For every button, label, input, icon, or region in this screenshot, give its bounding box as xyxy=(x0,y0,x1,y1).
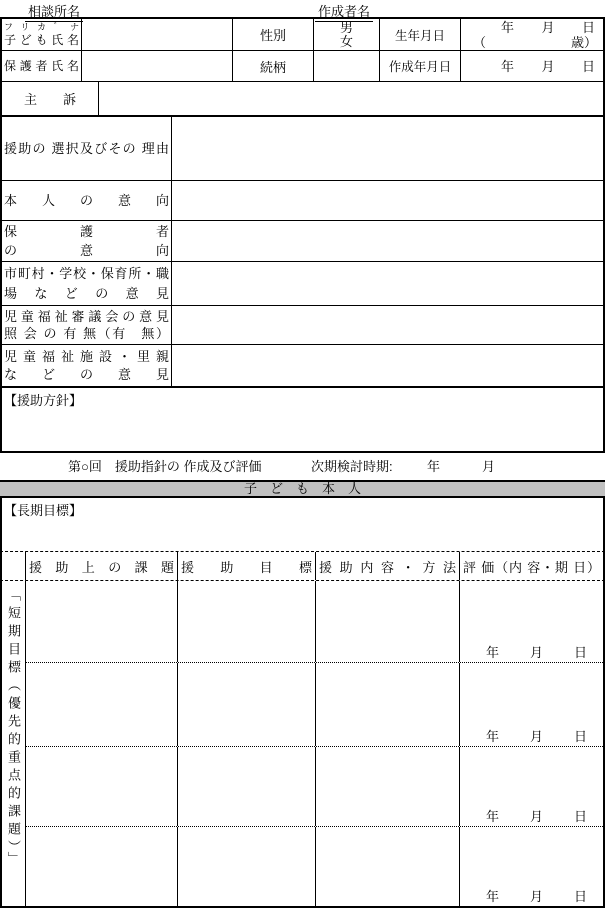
header-method-label: 援 助 内 容 ・ 方 法 xyxy=(319,559,456,575)
plan-row xyxy=(26,827,603,906)
chief-complaint-label: 主 訴 xyxy=(23,92,76,107)
plan-table-header xyxy=(0,552,605,581)
year-label: 年 xyxy=(501,58,515,74)
author-name-label: 作成者名 xyxy=(315,1,373,22)
birthdate-label-cell xyxy=(380,19,461,50)
birthdate-label: 生年月日 xyxy=(394,28,445,43)
opinion-row-choice xyxy=(2,117,603,180)
year-label: 年 xyxy=(501,19,515,35)
created-ymd xyxy=(461,59,603,74)
opinion-row-facility-foster xyxy=(2,344,603,386)
header-goal-label: 援 助 目 標 xyxy=(181,559,312,575)
month-label: 月 xyxy=(529,809,543,824)
month-label: 月 xyxy=(541,19,555,35)
next-review-month-label: 月 xyxy=(482,459,496,474)
gender-choice-cell[interactable] xyxy=(314,19,380,50)
longterm-goal-box[interactable] xyxy=(0,498,605,552)
plan-row xyxy=(26,747,603,827)
next-review-year-label: 年 xyxy=(427,459,441,474)
short-term-goal-column xyxy=(2,581,26,906)
relation-label-cell xyxy=(233,51,314,81)
age-label: 歳） xyxy=(570,34,597,50)
guardian-name-label: 保 護 者 氏 名 xyxy=(4,59,79,73)
method-input-cell[interactable] xyxy=(316,747,460,826)
evaluation-input-cell[interactable] xyxy=(460,663,603,746)
policy-box[interactable] xyxy=(0,388,605,453)
birthdate-input-cell[interactable] xyxy=(461,19,603,50)
header-issues-label: 援 助 上 の 課 題 xyxy=(29,559,174,575)
day-label: 日 xyxy=(573,645,587,660)
office-name-label: 相談所名 xyxy=(25,1,83,22)
opinion-label-line1: 児 童 福 祉 施 設 ・ 里 親 xyxy=(4,348,169,364)
opinion-label-line2: な ど の 意 見 xyxy=(4,367,169,383)
month-label: 月 xyxy=(541,58,555,74)
created-date-input-cell[interactable] xyxy=(461,51,603,81)
opinion-input-cell[interactable] xyxy=(172,306,603,344)
child-name-label: 子 ど も 氏 名 xyxy=(4,33,79,47)
opinion-label: 援助の 選択及びその 理由 xyxy=(4,141,169,156)
age-paren xyxy=(461,35,603,50)
opinion-label-cell xyxy=(2,262,172,305)
month-label: 月 xyxy=(529,729,543,744)
issue-input-cell[interactable] xyxy=(26,663,178,746)
method-input-cell[interactable] xyxy=(316,827,460,906)
opinion-label-cell xyxy=(2,181,172,220)
opinion-label-line2: の 意 向 xyxy=(4,242,169,258)
year-label: 年 xyxy=(486,889,500,904)
evaluation-input-cell[interactable] xyxy=(460,827,603,906)
plan-table-body xyxy=(0,581,605,908)
goal-input-cell[interactable] xyxy=(178,581,316,662)
method-input-cell[interactable] xyxy=(316,663,460,746)
opinion-input-cell[interactable] xyxy=(172,117,603,180)
issue-input-cell[interactable] xyxy=(26,747,178,826)
short-term-goal-label: 「短期目標（優先的重点的課題）」 xyxy=(6,588,21,870)
birthdate-ymd xyxy=(461,20,603,35)
child-name-input-cell[interactable] xyxy=(82,19,233,50)
plan-row xyxy=(26,663,603,747)
year-label: 年 xyxy=(486,809,500,824)
subject-bar xyxy=(0,480,605,498)
evaluation-date xyxy=(460,645,603,662)
year-label: 年 xyxy=(486,645,500,660)
created-date-label-cell xyxy=(380,51,461,81)
round-evaluation-row xyxy=(0,453,605,480)
opinion-label-line1: 保 護 者 xyxy=(4,224,169,240)
month-label: 月 xyxy=(529,645,543,660)
relation-label: 続柄 xyxy=(259,59,286,75)
guardian-name-input-cell[interactable] xyxy=(82,51,233,81)
header-goal xyxy=(178,552,316,580)
year-label: 年 xyxy=(486,729,500,744)
gender-female-option[interactable]: 女 xyxy=(339,33,353,49)
goal-input-cell[interactable] xyxy=(178,827,316,906)
gender-label: 性別 xyxy=(259,28,286,43)
header-evaluation xyxy=(460,552,603,580)
opinion-label-cell xyxy=(2,117,172,180)
child-name-label-cell xyxy=(2,19,82,50)
month-label: 月 xyxy=(529,889,543,904)
header-method xyxy=(316,552,460,580)
created-date-label: 作成年月日 xyxy=(388,60,452,74)
opinion-input-cell[interactable] xyxy=(172,221,603,261)
opinion-row-welfare-council xyxy=(2,305,603,344)
opinion-row-municipality xyxy=(2,261,603,305)
day-label: 日 xyxy=(581,19,595,35)
opinion-label-line2: 場 な ど の 意 見 xyxy=(4,285,169,301)
goal-input-cell[interactable] xyxy=(178,747,316,826)
child-row xyxy=(2,19,603,51)
round-title: 第○回 援助指針の 作成及び評価 xyxy=(68,459,262,474)
age-open-paren: （ xyxy=(473,34,487,50)
side-header-cell xyxy=(2,552,26,580)
longterm-goal-label: 【長期目標】 xyxy=(4,503,83,518)
day-label: 日 xyxy=(573,729,587,744)
opinion-input-cell[interactable] xyxy=(172,262,603,305)
day-label: 日 xyxy=(573,889,587,904)
opinion-label-cell xyxy=(2,345,172,386)
subject-bar-label: 子 ど も 本 人 xyxy=(243,481,361,496)
opinion-row-guardian-intent xyxy=(2,220,603,261)
evaluation-date xyxy=(460,729,603,746)
evaluation-input-cell[interactable] xyxy=(460,581,603,662)
opinion-label-cell xyxy=(2,221,172,261)
furigana-label: フ リ カ ゛ ナ xyxy=(4,22,79,32)
header-issues xyxy=(26,552,178,580)
relation-input-cell[interactable] xyxy=(314,51,380,81)
day-label: 日 xyxy=(581,58,595,74)
guardian-row xyxy=(2,51,603,82)
evaluation-date xyxy=(460,809,603,826)
opinion-label-cell xyxy=(2,306,172,344)
opinion-label-line1: 児童福祉審議会の意見 xyxy=(4,308,169,324)
opinion-label: 本 人 の 意 向 xyxy=(4,193,169,208)
gender-label-cell xyxy=(233,19,314,50)
plan-rows xyxy=(26,581,603,906)
opinion-section xyxy=(0,117,605,388)
gender-male-option[interactable]: 男 xyxy=(339,19,353,35)
chief-complaint-label-cell xyxy=(2,82,99,115)
issue-input-cell[interactable] xyxy=(26,827,178,906)
opinion-input-cell[interactable] xyxy=(172,181,603,220)
guardian-label-cell xyxy=(2,51,82,81)
opinion-input-cell[interactable] xyxy=(172,345,603,386)
chief-complaint-input-cell[interactable] xyxy=(99,82,603,115)
day-label: 日 xyxy=(573,809,587,824)
opinion-row-child-intent xyxy=(2,180,603,220)
plan-row xyxy=(26,581,603,663)
opinion-label-line2: 照 会 の 有 無（有 無） xyxy=(4,326,169,342)
evaluation-input-cell[interactable] xyxy=(460,747,603,826)
issue-input-cell[interactable] xyxy=(26,581,178,662)
next-review-label: 次期検討時期: xyxy=(311,459,393,474)
method-input-cell[interactable] xyxy=(316,581,460,662)
goal-input-cell[interactable] xyxy=(178,663,316,746)
chief-complaint-row xyxy=(2,82,603,115)
info-table xyxy=(0,17,605,117)
opinion-label-line1: 市町村・学校・保育所・職 xyxy=(4,266,169,282)
header-evaluation-label: 評 価（内 容・期 日） xyxy=(463,559,600,575)
evaluation-date xyxy=(460,889,603,906)
policy-label: 【援助方針】 xyxy=(4,393,83,408)
